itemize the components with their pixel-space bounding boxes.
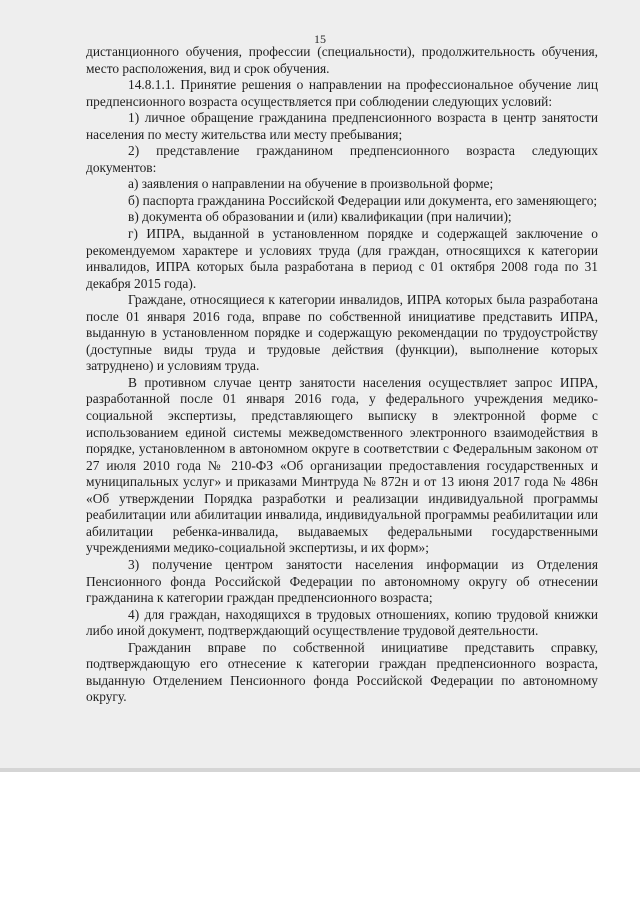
page-number: 15 xyxy=(314,32,326,46)
paragraph: 2) представление гражданином предпенсионного возраста следующих документов: xyxy=(86,143,598,175)
paragraph: в) документа об образовании и (или) квалификации (при наличии); xyxy=(128,209,512,225)
paragraph: 4) для граждан, находящихся в трудовых отношениях, копию трудовой книжки либо иной документ, подтверждающий осуществление трудовой деятельности. xyxy=(86,606,598,639)
paragraph: Гражданин вправе по собственной инициативе представить справку, подтверждающую его отнесение к категории граждан предпенсионного возраста, выданную Отделением Пенсионного фонда Российской Федерации по автономному округу. xyxy=(86,639,598,705)
paragraph: б) паспорта гражданина Российской Федерации или документа, его заменяющего; xyxy=(128,192,598,208)
paragraph: 3) получение центром занятости населения информации из Отделения Пенсионного фонда Российской Федерации по автономному округу об отнесении гражданина к категории граждан предпенсионного возраста; xyxy=(86,556,598,606)
document-body xyxy=(86,44,598,706)
paragraph: В противном случае центр занятости населения осуществляет запрос ИПРА, разработанной после 01 января 2016 года, у федерального учреждения медико-социальной экспертизы, представляющего выписку в электронной форме с использованием единой системы межведомственного электронного взаимодействия в порядке, установленном в автономном округе в соответствии с Федеральным законом от 27 июля 2010 года № 210-ФЗ «Об организации предоставления государственных и муниципальных услуг» и приказами Минтруда № 872н и от 13 июня 2017 года № 486н «Об утверждении Порядка разработки и реализации индивидуальной программы реабилитации или абилитации инвалида, индивидуальной программы реабилитации или абилитации ребенка-инвалида, выдаваемых федеральными государственными учреждениями медико-социальной экспертизы, и их форм»; xyxy=(86,374,598,556)
paragraph: а) заявления о направлении на обучение в произвольной форме; xyxy=(128,176,494,192)
paragraph: 14.8.1.1. Принятие решения о направлении на профессиональное обучение лиц предпенсионного возраста осуществляется при соблюдении следующих условий: xyxy=(86,77,598,109)
paragraph: дистанционного обучения, профессии (специальности), продолжительность обучения, место расположения, вид и срок обучения. xyxy=(86,44,598,76)
paragraph: 1) личное обращение гражданина предпенсионного возраста в центр занятости населения по месту жительства или месту пребывания; xyxy=(86,110,598,142)
paragraph: Граждане, относящиеся к категории инвалидов, ИПРА которых была разработана после 01 января 2016 года, вправе по собственной инициативе представить ИПРА, выданную в установленном порядке и содержащую рекомендации по трудоустройству (доступные виды труда и трудовые действия (функции), выполнение которых затруднено) и условиям труда. xyxy=(86,292,598,374)
paragraph: г) ИПРА, выданной в установленном порядке и содержащей заключение о рекомендуемом характере и условиях труда (для граждан, относящихся к категории инвалидов, ИПРА которых была разработана в период с 01 октября 2008 года по 31 декабря 2015 года). xyxy=(86,226,598,291)
